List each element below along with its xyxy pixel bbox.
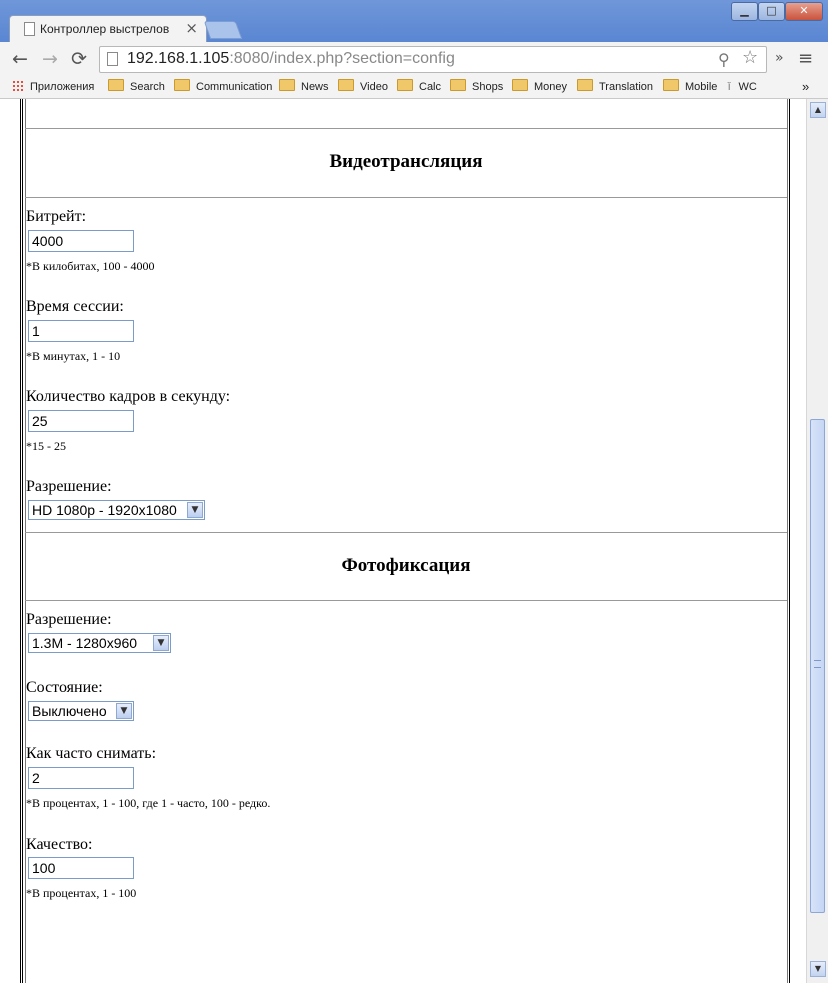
- maximize-button[interactable]: □: [758, 2, 785, 21]
- title-bar: [0, 0, 828, 42]
- bookmark-search[interactable]: Search: [108, 79, 165, 95]
- extensions-overflow[interactable]: »: [775, 50, 784, 66]
- bookmark-mobile[interactable]: Mobile: [663, 79, 717, 95]
- session-time-note: *В минутах, 1 - 10: [26, 349, 121, 363]
- url-text[interactable]: 192.168.1.105:8080/index.php?section=config: [127, 50, 455, 67]
- chevron-down-icon: ▼: [153, 635, 169, 651]
- folder-icon: [108, 79, 124, 91]
- frequency-input[interactable]: 2: [28, 767, 134, 789]
- state-label: Состояние:: [26, 679, 103, 696]
- bookmark-video[interactable]: Video: [338, 79, 388, 95]
- scroll-up-button[interactable]: ▲: [810, 102, 826, 118]
- video-resolution-label: Разрешение:: [26, 478, 112, 495]
- magnifier-icon[interactable]: ⚲: [718, 50, 730, 69]
- bitrate-note: *В килобитах, 100 - 4000: [26, 259, 155, 273]
- close-window-button[interactable]: ✕: [785, 2, 823, 21]
- folder-icon: [450, 79, 466, 91]
- session-time-input[interactable]: 1: [28, 320, 134, 342]
- photo-resolution-label: Разрешение:: [26, 611, 112, 628]
- reload-icon[interactable]: ⟳: [71, 48, 87, 70]
- video-section-title: Видеотрансляция: [329, 151, 483, 172]
- bookmark-shops[interactable]: Shops: [450, 79, 503, 95]
- frequency-label: Как часто снимать:: [26, 745, 157, 762]
- apps-grid-icon: [12, 80, 24, 92]
- tab-title: Контроллер выстрелов: [40, 22, 170, 36]
- bookmark-wc[interactable]: ǐ WC: [728, 81, 757, 93]
- fps-label: Количество кадров в секунду:: [26, 388, 231, 405]
- divider: [25, 532, 787, 533]
- star-icon[interactable]: ☆: [742, 47, 759, 68]
- address-bar[interactable]: [99, 46, 767, 73]
- page-viewport: [0, 99, 806, 983]
- minimize-button[interactable]: ▁: [731, 2, 758, 21]
- scroll-down-button[interactable]: ▼: [810, 961, 826, 977]
- divider: [25, 128, 787, 129]
- page-border-right: [789, 99, 790, 983]
- bookmark-communication[interactable]: Communication: [174, 79, 272, 95]
- new-tab-button[interactable]: [204, 21, 243, 39]
- divider: [25, 197, 787, 198]
- session-time-label: Время сессии:: [26, 298, 124, 315]
- chevron-down-icon: ▼: [116, 703, 132, 719]
- folder-icon: [512, 79, 528, 91]
- bookmark-translation[interactable]: Translation: [577, 79, 653, 95]
- vertical-scrollbar[interactable]: [806, 99, 828, 983]
- scroll-thumb[interactable]: [810, 419, 825, 913]
- bookmarks-overflow[interactable]: »: [802, 79, 810, 94]
- video-resolution-select[interactable]: HD 1080p - 1920x1080 ▼: [28, 500, 205, 520]
- page-info-icon: [107, 52, 118, 66]
- folder-icon: [174, 79, 190, 91]
- quality-note: *В процентах, 1 - 100: [26, 886, 137, 900]
- bookmarks-bar: [0, 76, 828, 99]
- bitrate-label: Битрейт:: [26, 208, 87, 225]
- photo-section-title: Фотофиксация: [341, 555, 471, 576]
- folder-icon: [663, 79, 679, 91]
- divider: [25, 600, 787, 601]
- forward-icon[interactable]: →: [42, 48, 58, 70]
- folder-icon: [279, 79, 295, 91]
- photo-resolution-select[interactable]: 1.3M - 1280x960 ▼: [28, 633, 171, 653]
- folder-icon: [338, 79, 354, 91]
- page-icon: [24, 22, 35, 36]
- folder-icon: [397, 79, 413, 91]
- bookmark-calc[interactable]: Calc: [397, 79, 441, 95]
- bookmark-money[interactable]: Money: [512, 79, 567, 95]
- menu-icon[interactable]: ≡: [798, 48, 814, 69]
- tab-close-icon[interactable]: ×: [185, 19, 198, 37]
- page-border-left-inner: [22, 99, 23, 983]
- fps-note: *15 - 25: [26, 439, 66, 453]
- bookmark-news[interactable]: News: [279, 79, 329, 95]
- fps-input[interactable]: 25: [28, 410, 134, 432]
- bookmark-apps[interactable]: Приложения: [12, 79, 94, 95]
- wc-icon: ǐ: [728, 81, 731, 93]
- chevron-down-icon: ▼: [187, 502, 203, 518]
- folder-icon: [577, 79, 593, 91]
- grip-icon: [814, 660, 821, 668]
- quality-label: Качество:: [26, 836, 93, 853]
- quality-input[interactable]: 100: [28, 857, 134, 879]
- config-frame: [25, 99, 788, 983]
- page-border-left: [20, 99, 21, 983]
- frequency-note: *В процентах, 1 - 100, где 1 - часто, 100 - редко.: [26, 796, 271, 810]
- state-select[interactable]: Выключено ▼: [28, 701, 134, 721]
- back-icon[interactable]: ←: [12, 48, 28, 70]
- tab-active[interactable]: [9, 15, 207, 43]
- bitrate-input[interactable]: 4000: [28, 230, 134, 252]
